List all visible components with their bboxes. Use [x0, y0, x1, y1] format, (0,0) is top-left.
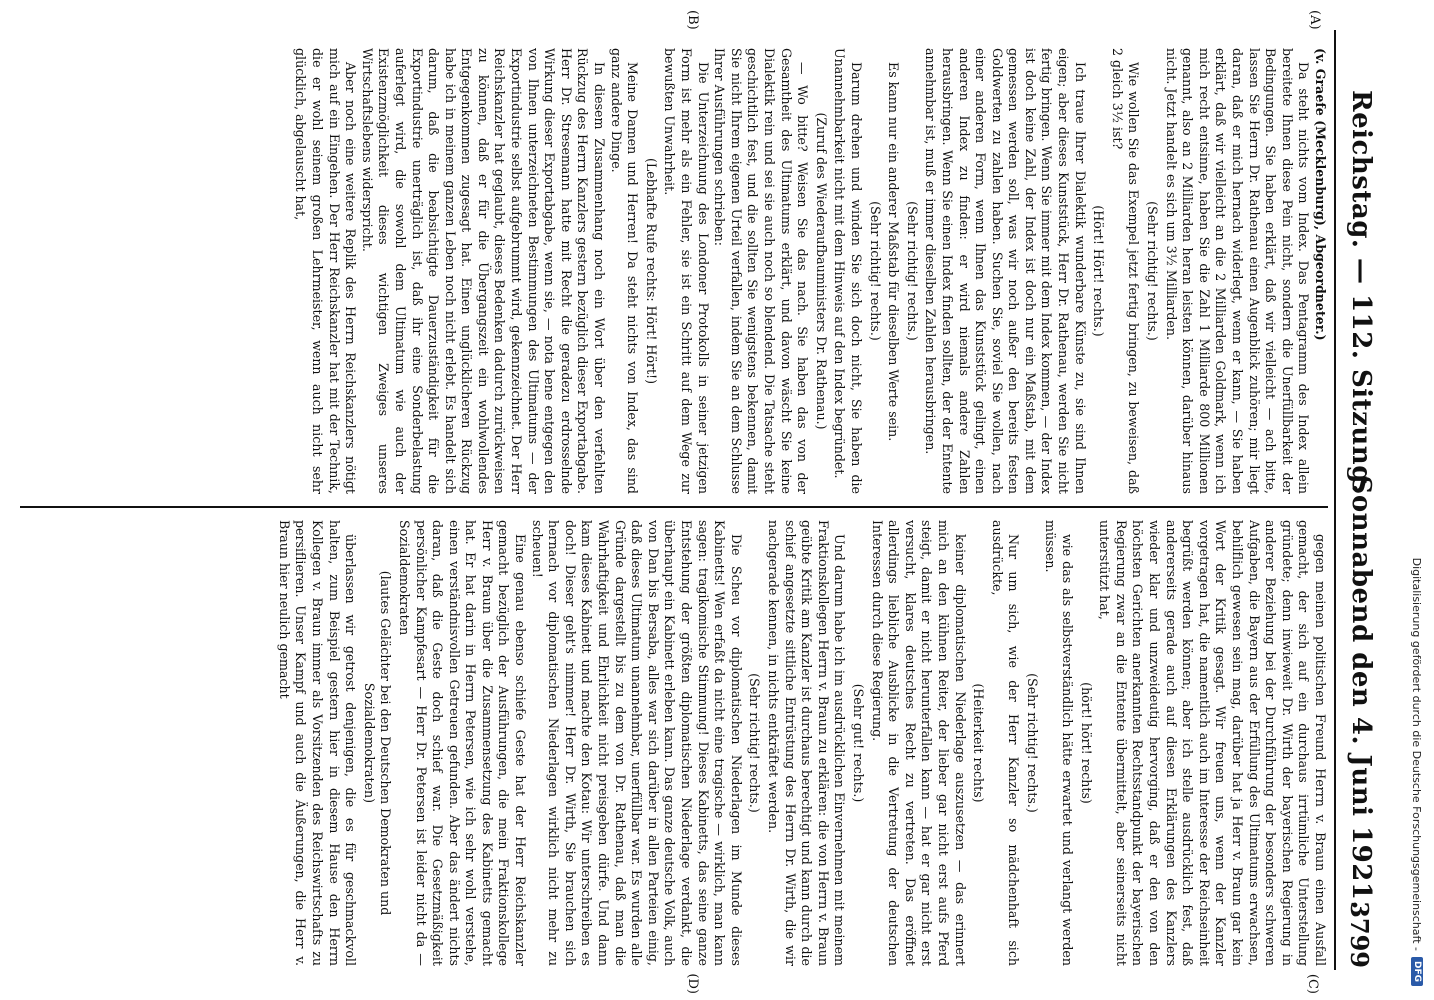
side-footer	[1400, 0, 1434, 1000]
paragraph: Es kann nur ein anderer Maßstab für dieselben Werte sein.	[886, 62, 902, 442]
margin-marker-b: (B)	[685, 10, 700, 30]
digitization-credit	[1400, 0, 1434, 1000]
paragraph: Eine genau ebenso schiefe Geste hat der Herr Reichskanzler gemacht bezüglich der Ausführungen, die mein Fraktionskollege Herr v. Braun über die Zusammensetzung des Kabinetts gemacht hat. Er hat darin in Herrn Petersen, wie ich sehr wohl verstehe, einen verständnisvollen Getreuen gefunden. Aber das ändert nichts daran, daß die Geste doch schief war. Die Gesetzmäßigkeit persönlicher Kampfesart — Herr Dr. Petersen ist leider nicht da — Sozialdemokraten	[396, 520, 529, 966]
interjection: (Zuruf des Wiederaufbauministers Dr. Rathenau.)	[813, 112, 829, 430]
paragraph: gegen meinen politischen Freund Herrn v. Braun einen Ausfall gemacht, der sich auf ein durchaus irrtümliche Unterstellung gründete; denn inwieweit Dr. Wirth der bayerischen Regierung in anderer Beziehung bei der Durchführung der besonders schweren Aufgaben, die Bayern aus der Erfüllung des Ultimatums erwachsen, behilflich gewesen sein mag, darüber hat ja Herr v. Braun gar kein Wort der Kritik gesagt. Wir freuen uns, wenn der Kanzler vorgetragen hat, die namentlich auch im Interesse der Reichseinheit begrüßt werden können; aber ich stelle ausdrücklich fest, daß andererseits gerade auch auf diesen Erklärungen des Kanzlers wieder klar und unzweideutig hervorging, daß er den von den höchsten Gerichten anerkannten Rechtsstandpunkt der bayerischen Regierung zwar an die Entente übermittelt, aber seinerseits nicht unterstützt hat,	[1097, 520, 1328, 966]
paragraph: überlassen wir getrost denjenigen, die es für geschmackvoll halten, zum Beispiel gestern hier in diesem Hause den Herrn Kollegen v. Braun immer als Vorsitzenden des Reichswirtschafts zu persiflieren. Unser Kampf und auch die Äußerungen, die Herr v. Braun hier neulich gemacht	[276, 520, 359, 966]
margin-marker-a: (A)	[1307, 10, 1322, 30]
paragraph: Wie wollen Sie das Exempel jetzt fertig bringen, zu beweisen, daß 2 gleich 3½ ist?	[1109, 48, 1142, 494]
interjection: (hört! hört! rechts)	[1078, 682, 1094, 804]
interjection: (Sehr gut! rechts.)	[850, 683, 866, 803]
paragraph: Aber noch eine weitere Replik des Herrn Reichskanzlers nötigt mich auf ein Eingehen. Der Herr Reichskanzler hat mit der Technik, die er wohl seinem großen Lehrmeister, wenn auch nicht sehr glücklich, abgelauscht hat,	[293, 48, 359, 494]
paragraph: Und darum habe ich im ausdrücklichen Einvernehmen mit meinem Fraktionskollegen Herrn v. Braun zu erklären: die von Herrn v. Braun geübte Kritik am Kanzler ist durchaus berechtigt und kann durch die schief angesetzte sittliche Entrüstung des Herrn Dr. Wirth, die wir nachgerade kennen, in nichts entkräftet werden.	[766, 520, 848, 966]
margin-marker-d: (D)	[685, 973, 700, 994]
interjection: (Sehr richtig! rechts.)	[747, 673, 763, 813]
paragraph: Die Unterzeichnung des Londoner Protokolls in seiner jetzigen Form ist mehr als ein Fehler, sie ist ein Schritt auf dem Wege zur bewußten Unwahrheit.	[662, 48, 711, 494]
paragraph: keiner diplomatischen Niederlage auszusetzen — das erinnert mich an den kühnen Reiter, der lieber gar nicht erst aufs Pferd steigt, damit er nicht herunterfallen kann — hat er gar nicht erst versucht, klares deutsches Recht zu vertreten. Das eröffnet allerdings liebliche Ausblicke in die Vertretung der deutschen Interessen durch diese Regierung.	[869, 520, 968, 966]
header-left-title: Reichstag. — 112. Sitzung.	[1346, 90, 1376, 494]
header-date: Sonnabend den 4. Juni 1921.	[1346, 475, 1376, 910]
right-column	[20, 520, 1328, 966]
interjection: (Hört! Hört! rechts.)	[1091, 205, 1107, 337]
digitization-text: Digitalisierung gefördert durch die Deutsche Forschungsgemeinschaft -	[1410, 557, 1424, 951]
paragraph: Ich traue Ihrer Dialektik wunderbare Künste zu, sie sind Ihnen eigen; aber dieses Kunststück, Herr Dr. Rathenau, werden Sie nicht fertig bringen. Wenn Sie immer mit dem Index kommen, — der Index ist doch keine Zahl, der Index ist doch nur ein Maßstab, mit dem gemessen werden soll, was wir noch außer den bereits festen Goldwerten zu zahlen haben. Suchen Sie, soviel Sie wollen, nach einer anderen Form, wenn Ihnen das Kunststück gelingt, einen anderen Index zu finden: er wird niemals andere Zahlen herausbringen. Wenn Sie einen Index finden sollten, der der Entente annehmbar ist, muß er immer dieselben Zahlen herausbringen.	[923, 48, 1088, 494]
left-column	[20, 48, 1328, 494]
page-header	[1334, 30, 1382, 970]
interjection: (Sehr richtig! rechts.)	[1024, 673, 1040, 813]
interjection: (Sehr richtig! rechts.)	[904, 201, 920, 341]
paragraph: Meine Damen und Herren! Da steht nichts von Index, das sind ganz andere Dinge.	[608, 48, 641, 494]
margin-marker-c: (C)	[1305, 973, 1320, 994]
interjection: (Sehr richtig! rechts.)	[867, 201, 883, 341]
paragraph: wie das als selbstverständlich hätte erwartet und verlangt werden müssen.	[1043, 520, 1076, 966]
paragraph: Die Scheu vor diplomatischen Niederlagen im Munde dieses Kabinetts! Wen erfaßt da nicht eine tragische — wirklich, man kann sagen: tragikomische Stimmung! Dieses Kabinetts, das seine ganze Entstehung der größten diplomatischen Niederlage verdankt, die überhaupt ein Kabinett erleben kann. Das ganze deutsche Volk, auch von Dan bis Bersaba, alles war sich darüber in allen Parteien einig, daß dieses Ultimatum unannehmbar, unerfüllbar war. Es wurden alle Gründe dargestellt bis zu dem von Dr. Rathenau, daß man die Wahrhaftigkeit und Ehrlichkeit nicht preisgeben dürfe. Und dann kam dieses Kabinett und machte den Kotau: Wir unterschreiben es doch! Dieser geht's nimmer! Herr Dr. Wirth, Sie brauchen sich hernach vor diplomatischen Niederlagen wirklich nicht mehr zu scheuen!	[529, 520, 744, 966]
interjection: (Lebhafte Rufe rechts: Hört! Hört!)	[643, 157, 659, 385]
paragraph: Nur um sich, wie der Herr Kanzler so mädchenhaft sich ausdrückte,	[989, 520, 1022, 966]
text-columns	[20, 48, 1328, 966]
paragraph: — Wo bitte? Weisen Sie das nach. Sie haben das von der Gesamtheit des Ultimatums erklärt, und davon wäscht Sie keine Dialektik rein und sei sie auch noch so blendend. Die Tatsache steht geschichtlich fest, und die sollten Sie wenigstens bekennen, damit Sie nicht Ihrem eigenen Urteil verfallen, indem Sie an dem Schlusse Ihrer Ausführungen schrieben:	[712, 48, 811, 494]
speaker-line: (v. Graefe (Mecklenburg), Abgeordneter.)	[1313, 48, 1328, 341]
interjection: (Heiterkeit rechts)	[971, 683, 987, 803]
paragraph: Da steht nichts vom Index. Das Pentagramm des Index allein bereitete Ihnen diese Pein nicht, sondern die Unerfüllbarkeit der Bedingungen. Sie haben erklärt, daß wir vielleicht — ach bitte, lassen Sie Herrn Dr. Rathenau einen Augenblick zuhören; mir liegt daran, daß er mich hernach widerlegt, wenn er kann, — Sie haben erklärt, daß wir vielleicht an die 2 Milliarden Goldmark, wenn ich mich recht entsinne, haben Sie die Zahl 1 Milliarde 800 Millionen genannt, also an 2 Milliarden heran leisten können, darüber hinaus nicht. Jetzt handelt es sich um 3½ Milliarden.	[1163, 48, 1312, 494]
interjection: (lautes Gelächter bei den Deutschen Demokraten und Sozialdemokraten)	[361, 570, 394, 916]
dfg-logo: DFG	[1411, 957, 1423, 986]
page-number: 3799	[1345, 901, 1374, 968]
column-divider	[20, 506, 1328, 508]
paragraph: Darum drehen und winden Sie sich doch nicht, Sie haben die Unannehmbarkeit nicht mit dem Hinweis auf den Index begründet.	[832, 48, 864, 494]
paragraph: In diesem Zusammenhang noch ein Wort über den verfehlten Rückzug des Herrn Kanzlers gestern bezüglich dieser Exportabgabe. Herr Dr. Stresemann hatte mit Recht die geradezu erdrosselnde Wirkung dieser Exportabgabe, wenn sie, — nota bene entgegen den von Ihnen unterzeichneten Bestimmungen des Ultimatums — der Exportindustrie selbst aufgebrummt wird, gekennzeichnet. Der Herr Reichskanzler hat geglaubt, dieses Bedenken dadurch zurückweisen zu können, daß er für die Übergangszeit ein wohlwollendes Entgegenkommen zugesagt hat. Einen unglücklicheren Rückzug habe ich in meinem ganzen Leben noch nicht erlebt. Es handelt sich darum, daß die beabsichtigte Dauerzuständigkeit für die Exportindustrie unerträglich ist, daß ihr eine Sonderbelastung auferlegt wird, die sowohl dem Ultimatum wie auch der Existenzmöglichkeit dieses wichtigen Zweiges unseres Wirtschaftslebens widerspricht.	[359, 48, 608, 494]
interjection: (Sehr richtig! rechts.)	[1145, 201, 1161, 341]
